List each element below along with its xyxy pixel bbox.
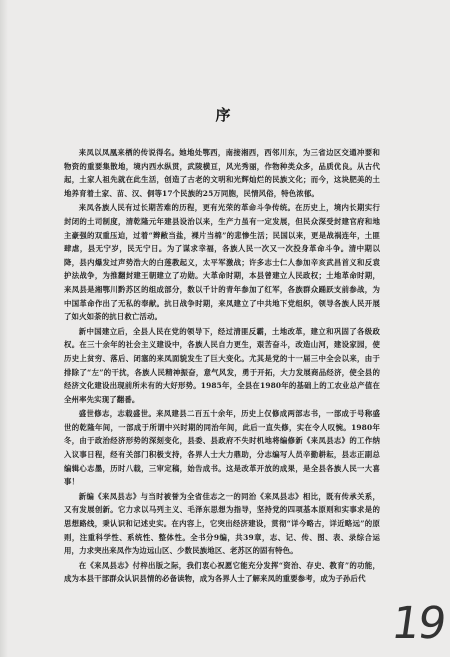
body-text [64, 146, 380, 587]
paragraph-3: 新中国建立后，全县人民在党的领导下，经过清匪反霸，土地改革，建立和巩固了各级政权。在三十余年的社会主义建设中，各族人民自力更生，艰苦奋斗，改造山河，建设家园，使历史上贫穷、落后、闭塞的来凤面貌发生了巨大变化。尤其是党的十一届三中全会以来，由于排除了“左”的干扰，各族人民精神振奋，意气风发，勇于开拓，大力发展商品经济，使全县的经济文化建设出现前所未有的大好形势。1985年，全县在1980年的基础上的工农业总产值在全州率先实现了翻番。 [64, 326, 380, 404]
paragraph-4: 盛世修志，志载盛世。来凤建县二百五十余年，历史上仅修成两部志书，一部成于号称盛世的乾隆年间，一部成于所谓中兴时期的同治年间，此后一直失修，实在令人叹惋。1980年冬，由于政治经济形势的深刻变化，县委、县政府不失时机地将编修新《来凤县志》的工作纳入议事日程，经有关部门积极支持，各界人士大力鼎助，分志编写人员辛勤耕耘，县志正副总编辑心志墨，历时八载，三审定稿，始告成书。这是改革开放的成果，是全县各族人民一大喜事！ [64, 409, 380, 487]
paragraph-5: 新编《来凤县志》与当时被誉为全省佳志之一的同治《来凤县志》相比，既有传承关系，又有发展创新。它力求以马列主义、毛泽东思想为指导，坚持党的四项基本原则和实事求是的思想路线，秉认识和记述史实。在内容上，它突出经济建设，贯彻“详今略古，详近略远”的原则，注重科学性、系统性、整体性。全书分9编，共39章，志、记、传、图、表、录综合运用，力求突出来凤作为边远山区、少数民族地区、老苏区的固有特色。 [64, 491, 380, 556]
paragraph-2: 来凤各族人民有过长期苦难的历程，更有光荣的革命斗争传统。在历史上，境内长期实行封闭的土司制度，清乾隆元年建县设治以来，生产力虽有一定发展，但民众深受封建官府和地主豪强的双重压迫，过着“辫敝当盐，裸片当棉”的悲惨生活；民国以来，更是战祸连年，土匪肆虐，县无宁岁，民无宁日。为了谋求幸福，各族人民一次又一次投身革命斗争。清中期以降，县内爆发过声势浩大的白莲教起义，太平军激战；许多志士仁人参加辛亥武昌首义和反袁护法战争，为推翻封建王朝建立了功勋。大革命时期，本县曾建立人民政权；土地革命时期，来凤县是湘鄂川黔苏区的组成部分，数以千计的青年参加了红军，各族群众踊跃支前参战，为中国革命作出了无私的奉献。抗日战争时期，来凤建立了中共地下党组织，领导各族人民开展了如火如荼的抗日救亡活动。 [64, 203, 380, 322]
page-title: 序 [215, 106, 235, 124]
handwritten-page-number: 19 [388, 598, 448, 649]
paragraph-1: 来凤以凤凰来栖的传说得名。她地处鄂西，南接湘西，西邻川东，为三省边区交通冲要和物资的重要集散地，境内西水纵贯，武陵横亘，风光秀丽，作物种类众多，品质优良。从古代起，土家人祖先就在此生活，创造了古老的文明和光辉灿烂的民族文化；而今，这块肥美的土地养育着土家、苗、汉、侗等17个民族的25万同胞，民情风俗，特色浓郁。 [64, 148, 380, 198]
paragraph-6: 在《来凤县志》付梓出版之际，我们衷心祝愿它能充分发挥“资治、存史、教育”的功能，成为本县干部群众认识县情的必备读物，成为各界人士了解来凤的重要参考，成为子孙后代 [64, 560, 380, 584]
scan-edge-shadow [0, 0, 8, 657]
